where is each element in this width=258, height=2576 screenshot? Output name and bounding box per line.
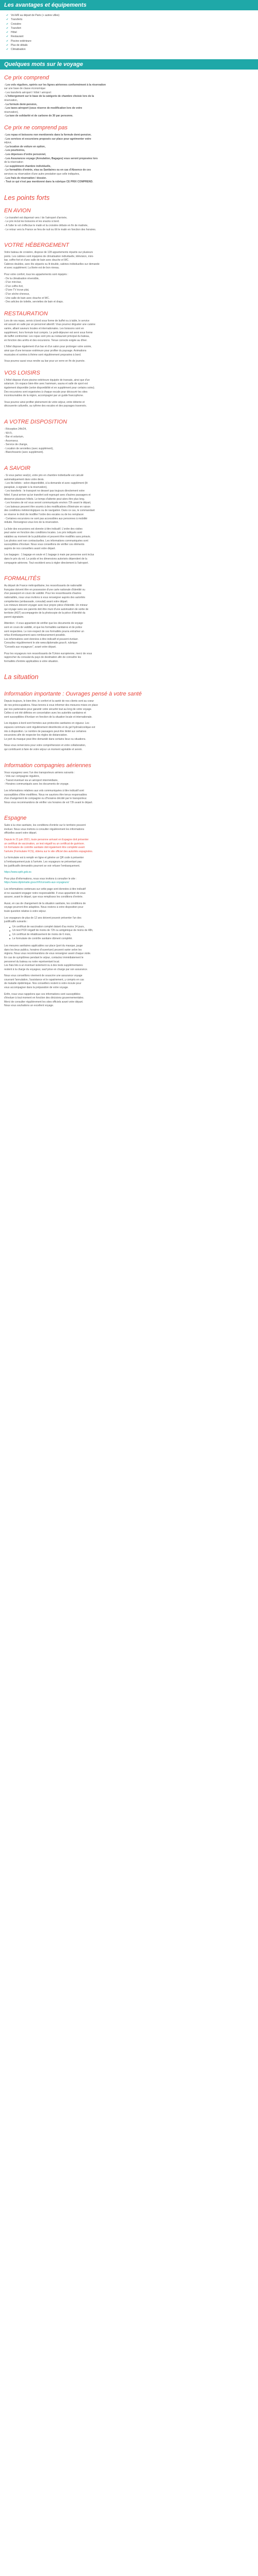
check-icon: ✔	[6, 18, 9, 22]
text-line: Les informations sont données à titre indicatif et peuvent évoluer.	[4, 637, 78, 641]
text-line: - Le supplément chambre individuelle,	[4, 164, 51, 168]
text-line: Nous vous conseillons vivement de souscrire une assurance voyage	[4, 974, 83, 978]
text-line: Le port du masque peut être demandé dans certains lieux ou situations.	[4, 737, 86, 741]
text-line: Depuis le 21 juin 2021, toute personne arrivant en Espagne doit présenter	[4, 838, 89, 842]
bullet-list	[4, 925, 254, 941]
amenity-item: ✔ Piscine extérieure	[6, 39, 31, 43]
text-line: Les voyageurs de plus de 12 ans doivent pouvoir présenter l'un des	[4, 916, 82, 920]
text-line: Merci de consulter régulièrement les sites officiels avant votre départ.	[4, 1000, 84, 1004]
text-line: Nous vous remercions pour votre compréhension et votre collaboration,	[4, 744, 86, 748]
check-icon: ✔	[6, 44, 9, 47]
text-line: - Location de serviettes (avec supplément),	[4, 447, 54, 450]
text-line: Attention : il vous appartient de vérifier que les documents de voyage	[4, 622, 83, 625]
text-line: Pour plus d'informations, nous vous invitons à consulter le site :	[4, 877, 77, 880]
bullet-text: Un test PCR négatif de moins de 72h ou antigénique de moins de 48h,	[12, 929, 93, 933]
external-link[interactable]: https://www.diplomatie.gouv.fr/fr/conseils-aux-voyageurs/	[4, 881, 69, 885]
text-line: un certificat de vaccination, un test négatif ou un certificat de guérison.	[4, 842, 85, 845]
text-line: hôtel. Il peut arriver qu'un transfert soit regroupé avec d'autres passagers et	[4, 494, 91, 497]
text-line: à l'embarquement puis à l'arrivée. Les voyageurs ne présentant pas	[4, 860, 82, 864]
text-line: "Conseils aux voyageurs", avant votre départ.	[4, 646, 57, 649]
text-line: - La taxe de solidarité et de carbone de 30 par personne.	[4, 114, 73, 118]
amenity-item[interactable]: ✔ Plus de détails	[6, 44, 28, 47]
text-line: compétentes (ambassade, consulat) avant votre départ.	[4, 600, 68, 603]
bullet-text: Un certificat de rétablissement de moins de 6 mois,	[12, 933, 71, 936]
section-title: VOS LOISIRS	[4, 369, 40, 376]
text-line: - Une salle de bain avec douche et WC.	[4, 296, 50, 300]
text-line: qui voyage sans ses parents doit être muni d'une autorisation de sortie de	[4, 607, 89, 611]
text-line: Les mesures sanitaires applicables sur place (port du masque, jauge	[4, 944, 83, 948]
text-line: parent signataire.	[4, 615, 24, 619]
amenity-item: ✔ Restaurant	[6, 35, 24, 39]
trip-details	[0, 75, 258, 1008]
text-line: nationalités, nous vous invitons à vous renseigner auprès des autorités	[4, 596, 86, 599]
text-line: Vous voyagerez avec l'un des transporteurs aériens suivants :	[4, 771, 75, 774]
text-line: se réserve le droit de modifier l'ordre des escales ou de les remplacer.	[4, 513, 85, 517]
text-line: Les informations relatives aux vols communiquées à titre indicatif sont	[4, 789, 84, 792]
text-line: Celles-ci ont été définies en concertation avec les autorités sanitaires et	[4, 711, 86, 715]
text-line: justificatifs suivants :	[4, 920, 28, 924]
text-line: formalités d'entrée applicables à votre situation.	[4, 659, 59, 663]
text-line: - Les pourboires,	[4, 149, 25, 152]
text-line: L'hôtel dispose également d'un bar et d'un salon pour prolonger votre soirée,	[4, 345, 92, 349]
text-line: les justificatifs demandés pourront se voir refuser l'embarquement.	[4, 864, 80, 868]
text-line: L'hôtel dispose d'une piscine extérieure équipée de transats, ainsi que d'un	[4, 378, 90, 382]
text-line: ponts. Les cabines sont équipées de climatisation individuelle, télévision, mini-	[4, 255, 94, 258]
text-line: Les équipes à bord sont formées aux protocoles sanitaires en vigueur. Les	[4, 722, 89, 725]
text-line: Les frais liés à un éventuel isolement ou à des tests supplémentaires	[4, 964, 83, 968]
text-line: - Transit éventuel via un aéroport intermédiaire,	[4, 778, 58, 782]
text-line: d'évoluer à tout moment en fonction des décisions gouvernementales.	[4, 996, 84, 1000]
text-line: Nous vous souhaitons un excellent voyage.	[4, 1004, 54, 1008]
section-title: Les points forts	[4, 193, 50, 201]
text-line: - Les dépenses d'ordre personnel,	[4, 152, 46, 156]
text-line: Cabines doubles, avec lits séparés ou lit double, cabines individuelles sur demande	[4, 262, 100, 266]
section-title: FORMALITÉS	[4, 575, 41, 582]
text-line: supplément, hors formule tout compris. Le petit-déjeuner est servi sous forme	[4, 331, 93, 334]
text-line: - Les frais de réservation / dossier.	[4, 176, 47, 180]
text-line: réservation,	[4, 99, 18, 103]
text-line: - Wi-Fi,	[4, 431, 13, 435]
section-title: Ce prix ne comprend pas	[4, 125, 68, 131]
bullet-item	[9, 933, 254, 937]
amenity-item: ✔ Transfert	[6, 26, 21, 30]
amenity-item: ✔ Vol A/R au départ de Paris (+ autres villes)	[6, 14, 60, 17]
text-line: - La formule demi-pension,	[4, 103, 37, 106]
text-line: dans le prix du vol. Le poids et les dimensions autorisés dépendent de la	[4, 557, 87, 561]
bullet-icon	[9, 935, 10, 936]
text-line: et avec supplément. La literie est de bon niveau.	[4, 266, 60, 270]
text-line: espaces communs sont régulièrement désinfectés et du gel hydroalcoolique est	[4, 725, 95, 729]
text-line: - Les bateaux peuvent être soumis à des modifications d'itinéraire en raison	[4, 505, 91, 509]
text-line: régions. Nous vous recommandons de vous renseigner avant chaque visite.	[4, 952, 91, 956]
text-line: qui contribuent à faire de votre séjour un moment agréable et serein.	[4, 748, 83, 751]
text-line: variée, alliant saveurs locales et internationales. Les boissons sont en	[4, 327, 84, 331]
text-line: vous accompagner dans la préparation de votre voyage.	[4, 986, 69, 990]
text-line: - Réception 24h/24,	[4, 427, 27, 431]
section-title: La situation	[4, 673, 39, 681]
text-line: - Des articles de toilette, serviettes de bain et draps.	[4, 300, 64, 304]
section-title: Espagne	[4, 815, 27, 822]
text-line: rapprocher du consulat du pays de destination afin de connaître les	[4, 656, 81, 659]
amenity-item: ✔ Climatisation	[6, 48, 26, 52]
text-line: de maladie épidémique. Nos conseillers restent à votre écoute pour	[4, 982, 82, 986]
text-line: - Le prix inclut les boissons et les snacks à bord.	[4, 220, 60, 224]
section-title: VOTRE HÉBERGEMENT	[4, 242, 69, 249]
check-icon: ✔	[6, 31, 9, 35]
text-line: - Les transferts aéroport / hôtel / aéroport	[4, 91, 52, 94]
amenities-title: Les avantages et équipements	[4, 2, 87, 8]
text-line: - Blanchisserie (avec supplément).	[4, 451, 44, 454]
bullet-item	[9, 929, 254, 933]
bullet-icon	[9, 930, 10, 931]
text-line: - Les transferts : le transport ne dessert pas toujours directement votre	[4, 489, 85, 493]
text-line: de la réservation	[4, 161, 23, 164]
text-line: - D'un sèche-cheveux,	[4, 293, 30, 296]
check-icon: ✔	[6, 22, 9, 26]
text-line: Au départ de France métropolitaine, les ressortissants de nationalité	[4, 584, 82, 588]
text-line: territoire (AST) accompagnée de la photocopie de la pièce d'identité du	[4, 612, 86, 615]
text-line: Les photos sont non contractuelles. Les informations communiquées sont	[4, 539, 88, 543]
check-icon: ✔	[6, 48, 9, 52]
text-line: Des excursions sont organisées à chaque escale pour découvrir les sites	[4, 390, 88, 394]
bullet-icon	[9, 938, 10, 939]
text-line: Votre bateau de croisière, dispose de 128 appartements répartis sur plusieurs	[4, 251, 93, 255]
text-line: personnel du bateau ou notre représentant local.	[4, 960, 60, 963]
infos-title: Quelques mots sur le voyage	[4, 61, 83, 67]
text-line: - Les services et excursions proposés sur place pour agrémenter votre	[4, 137, 91, 141]
text-line: réservation),	[4, 110, 19, 114]
text-line: - Les repas et boissons non mentionnés dans la formule demi-pension.	[4, 133, 92, 137]
text-line: excursions afin de respecter les règles de distanciation.	[4, 734, 68, 737]
text-line: - Les vols réguliers, opérés sur les lignes aériennes conformément à la réservation	[4, 83, 106, 87]
text-line: - La location de voiture en option,	[4, 145, 46, 148]
text-line: - D'un mini-bar,	[4, 281, 22, 284]
text-line: Vous pourrez ainsi profiter pleinement de votre séjour, entre détente et	[4, 400, 85, 404]
text-line: bar, coffre-fort et d'une salle de bain avec douche et WC.	[4, 259, 69, 262]
text-line: La liste des excursions est donnée à titre indicatif. L'ordre des visites	[4, 527, 83, 531]
bullet-item	[9, 925, 254, 929]
text-line: - L'hébergement sur le base de la catégorie de chambre choisie lors de la	[4, 95, 94, 98]
text-line: - Le formalités d'entrée, visa ou Sanitaires ou en cas d'Absence de ces	[4, 168, 91, 172]
section-title: A VOTRE DISPOSITION	[4, 418, 67, 425]
text-line: d'un passeport en cours de validité. Pour les ressortissants d'autres	[4, 592, 82, 596]
text-line: sont en cours de validité, et que les formalités sanitaires et de police	[4, 626, 83, 630]
text-line: ainsi que d'une terrasse extérieure pour profiter du paysage. Animations	[4, 349, 87, 352]
text-line: l'arrivée (Formulaire FCS), obtenu sur le site officiel des autorités espagnoles.	[4, 850, 93, 853]
text-line: - Tout ce qui n'est pas mentionné dans la rubrique CE PRIX COMPREND.	[4, 180, 93, 184]
text-line: - À l'aller le vol s'effectue le matin et la croisière débute en fin de matinée,	[4, 224, 88, 227]
bullet-text: Un certificat de vaccination complet datant d'au moins 14 jours,	[12, 925, 85, 928]
text-line: de buffet continental. Les repas sont pris au restaurant principal du bateau,	[4, 335, 90, 338]
text-line: susceptibles d'être modifiées. Nous ne saurions être tenus responsables	[4, 793, 87, 796]
text-line: Le formulaire est à remplir en ligne et génère un QR code à présenter	[4, 856, 84, 860]
text-line: parapluie, à signaler à la réservation),	[4, 485, 47, 489]
amenity-item: ✔ Transferts	[6, 18, 23, 22]
text-line: - D'un coffre-fort,	[4, 284, 24, 288]
section-title: Ce prix comprend	[4, 74, 49, 81]
text-line: Vous pourrez aussi vous rendre au bar pour un verre en fin de journée.	[4, 360, 86, 363]
text-line: - Vols sur compagnie régulière,	[4, 775, 40, 778]
text-line: en fonction des arrêts et des excursions. Tenue correcte exigée au dîner.	[4, 338, 88, 342]
text-line: sont susceptibles d'évoluer en fonction de la situation locale et internationale.	[4, 715, 92, 719]
bullet-icon	[9, 927, 10, 928]
text-line: séjour,	[4, 141, 12, 145]
text-line: également disponible (selon disponibilité et en supplément pour certains soins).	[4, 386, 95, 389]
text-line: découverte culturelle, au rythme des escales et des paysages traversés.	[4, 404, 87, 408]
text-line: évoluer. Nous vous invitons à consulter régulièrement les informations	[4, 827, 85, 831]
text-line: mis à disposition. Le nombre de passagers peut être limité sur certaines	[4, 730, 87, 733]
text-line: - Bar et solarium,	[4, 435, 24, 439]
text-line: - Horaires communiqués avec les documents de voyage.	[4, 783, 69, 786]
text-line: de nos préoccupations. Nous tenons à vous informer des mesures mises en place	[4, 704, 98, 707]
amenities-header	[0, 0, 258, 10]
text-line: et ne sauraient engager notre responsabilité. Il vous appartient de vous	[4, 891, 86, 895]
section-title: A SAVOIR	[4, 465, 30, 472]
check-icon: ✔	[6, 39, 9, 43]
text-line: En cas de symptômes pendant le séjour, contactez immédiatement le	[4, 956, 84, 959]
text-line: Lors de vos repas, servis à bord sous forme de buffet ou à table, le service	[4, 319, 90, 323]
text-line: - Le transfert est dispensé vers / de l'aéroport d'arrivée,	[4, 216, 68, 219]
text-line: Enfin, nous vous rappelons que ces informations sont susceptibles	[4, 992, 80, 996]
text-line: d'un changement de compagnie ou d'horaires décidé par le transporteur.	[4, 797, 87, 801]
infos-header	[0, 59, 258, 70]
text-line: dans les lieux publics, horaires d'ouverture) peuvent varier selon les	[4, 948, 82, 952]
text-line: - Ascenseur,	[4, 439, 19, 443]
text-line: Nous vous recommandons de vérifier vos horaires de vol 72h avant le départ.	[4, 801, 93, 804]
text-line: Depuis toujours, le bien-être, le confort et la santé de nos clients sont au coeur	[4, 700, 94, 703]
text-line: susceptibles d'évoluer. Nous vous conseillons de vérifier ces éléments	[4, 543, 85, 547]
check-icon: ✔	[6, 35, 9, 39]
text-line: services ou réservation d'une autre prestation que celle indiquées,	[4, 172, 80, 176]
external-link[interactable]: https://www.spth.gob.es	[4, 871, 31, 874]
text-line: - Les taxes aéroport (sous réserve de modification lors de votre	[4, 107, 83, 110]
text-line: peut varier en fonction des conditions locales. Les prix indiqués sont	[4, 531, 82, 535]
text-line: automatiquement dans votre devis.	[4, 478, 44, 481]
text-line: Suite à la crise sanitaire, les conditions d'entrée sur le territoire peuvent	[4, 824, 86, 827]
section-title: Information compagnies aériennes	[4, 762, 91, 769]
text-line: - D'une TV écran plat,	[4, 289, 29, 292]
text-line: incontournables de la région, accompagné par un guide francophone.	[4, 394, 84, 398]
text-line: réduite. Renseignez-vous lors de la réservation.	[4, 521, 59, 524]
text-line: Un formulaire de contrôle sanitaire doit également être complété avant	[4, 846, 85, 850]
text-line: Les mineurs doivent voyager avec leur propre pièce d'identité. Un mineur	[4, 604, 88, 607]
text-line: toute question relative à votre séjour.	[4, 909, 46, 913]
text-line: par nos partenaires pour garantir votre sécurité tout au long de votre voyage.	[4, 707, 92, 711]
text-line: Aussi, en cas de changement de la situation sanitaire, les conditions de	[4, 902, 86, 905]
text-line: assurer, avant le départ, que vous remplissez les conditions d'entrée.	[4, 895, 83, 899]
text-line: Les bagages : 1 bagage en soute et 1 bagage à main par personne sont inclus	[4, 553, 94, 557]
section-title: Information importante : Ouvrages pensé à votre santé	[4, 691, 142, 698]
section-title: EN AVION	[4, 207, 31, 214]
text-line: couvrant l'annulation, l'assistance et le rapatriement, y compris en cas	[4, 978, 84, 981]
amenity-item: ✔ Croisière	[6, 22, 22, 26]
check-icon: ✔	[6, 14, 9, 17]
amenity-item: ✔ Hôtel	[6, 31, 17, 35]
bullet-text: Le formulaire de contrôle sanitaire dûment complété.	[12, 937, 73, 940]
text-line: sur une base de classe économique	[4, 87, 46, 91]
text-line: Pour votre confort, tous les appartements sont équipés :	[4, 273, 69, 277]
text-line: - Les horaires de vol vous seront communiqués environ 72h avant le départ,	[4, 501, 91, 505]
amenities-list	[0, 13, 258, 52]
text-line: - Si vous partez seul(e), votre prix en chambre individuelle est calculé	[4, 474, 84, 478]
text-line: - Les Assurances voyage (Annulation, Bagages) vous seront proposées lors	[4, 157, 98, 160]
check-icon: ✔	[6, 26, 9, 30]
text-line: desserve plusieurs hôtels. Le temps d'attente peut alors être plus long.	[4, 497, 85, 501]
text-line: valables au moment de la publication et peuvent être modifiés sans préavis.	[4, 535, 91, 538]
text-line: officielles avant votre départ.	[4, 832, 37, 835]
text-line: Consultez régulièrement le site www.diplomatie.gouv.fr, rubrique	[4, 641, 77, 645]
text-line: compagnie aérienne. Tout excédent sera à régler directement à l'aéroport.	[4, 561, 89, 565]
text-line: auprès de nos conseillers avant votre départ.	[4, 547, 56, 550]
text-line: - Service de change,	[4, 443, 28, 447]
text-line: solarium. Un espace bien-être avec hammam, sauna et salle de sport est	[4, 382, 88, 386]
text-line: voyage pourront être adaptées. Nous restons à votre disposition pour	[4, 906, 84, 909]
section-title: RESTAURATION	[4, 310, 48, 317]
text-line: - Certaines excursions ne sont pas accessibles aux personnes à mobilité	[4, 517, 88, 520]
text-line: est assuré en salle par un personnel attentif. Vous pourrez déguster une cuisine	[4, 323, 95, 327]
text-line: - Le retour vers la France se fera de nuit ou tôt le matin en fonction des horaires.	[4, 228, 96, 231]
text-line: musicales et soirées à thème sont régulièrement proposées à bord.	[4, 353, 82, 357]
text-line: restent à la charge du voyageur, sauf prise en charge par son assurance.	[4, 968, 88, 971]
text-line: sont respectées. Le non-respect de ces formalités pourra entraîner un	[4, 630, 84, 633]
text-line: refus d'embarquement sans remboursement possible.	[4, 634, 66, 637]
text-line: Les informations contenues sur cette page sont données à titre indicatif	[4, 888, 86, 891]
text-line: française doivent être en possession d'une carte nationale d'identité ou	[4, 588, 86, 591]
bullet-item	[9, 937, 254, 941]
text-line: Pour les voyageurs non ressortissants de l'Union européenne, merci de vous	[4, 652, 92, 655]
text-line: des conditions météorologiques ou de navigation. Dans ce cas, le commandant	[4, 509, 95, 513]
text-line: - Les lits bébés : selon disponibilité, à la demande et avec supplément (lit	[4, 482, 88, 485]
text-line: - De la climatisation réversible,	[4, 277, 40, 280]
